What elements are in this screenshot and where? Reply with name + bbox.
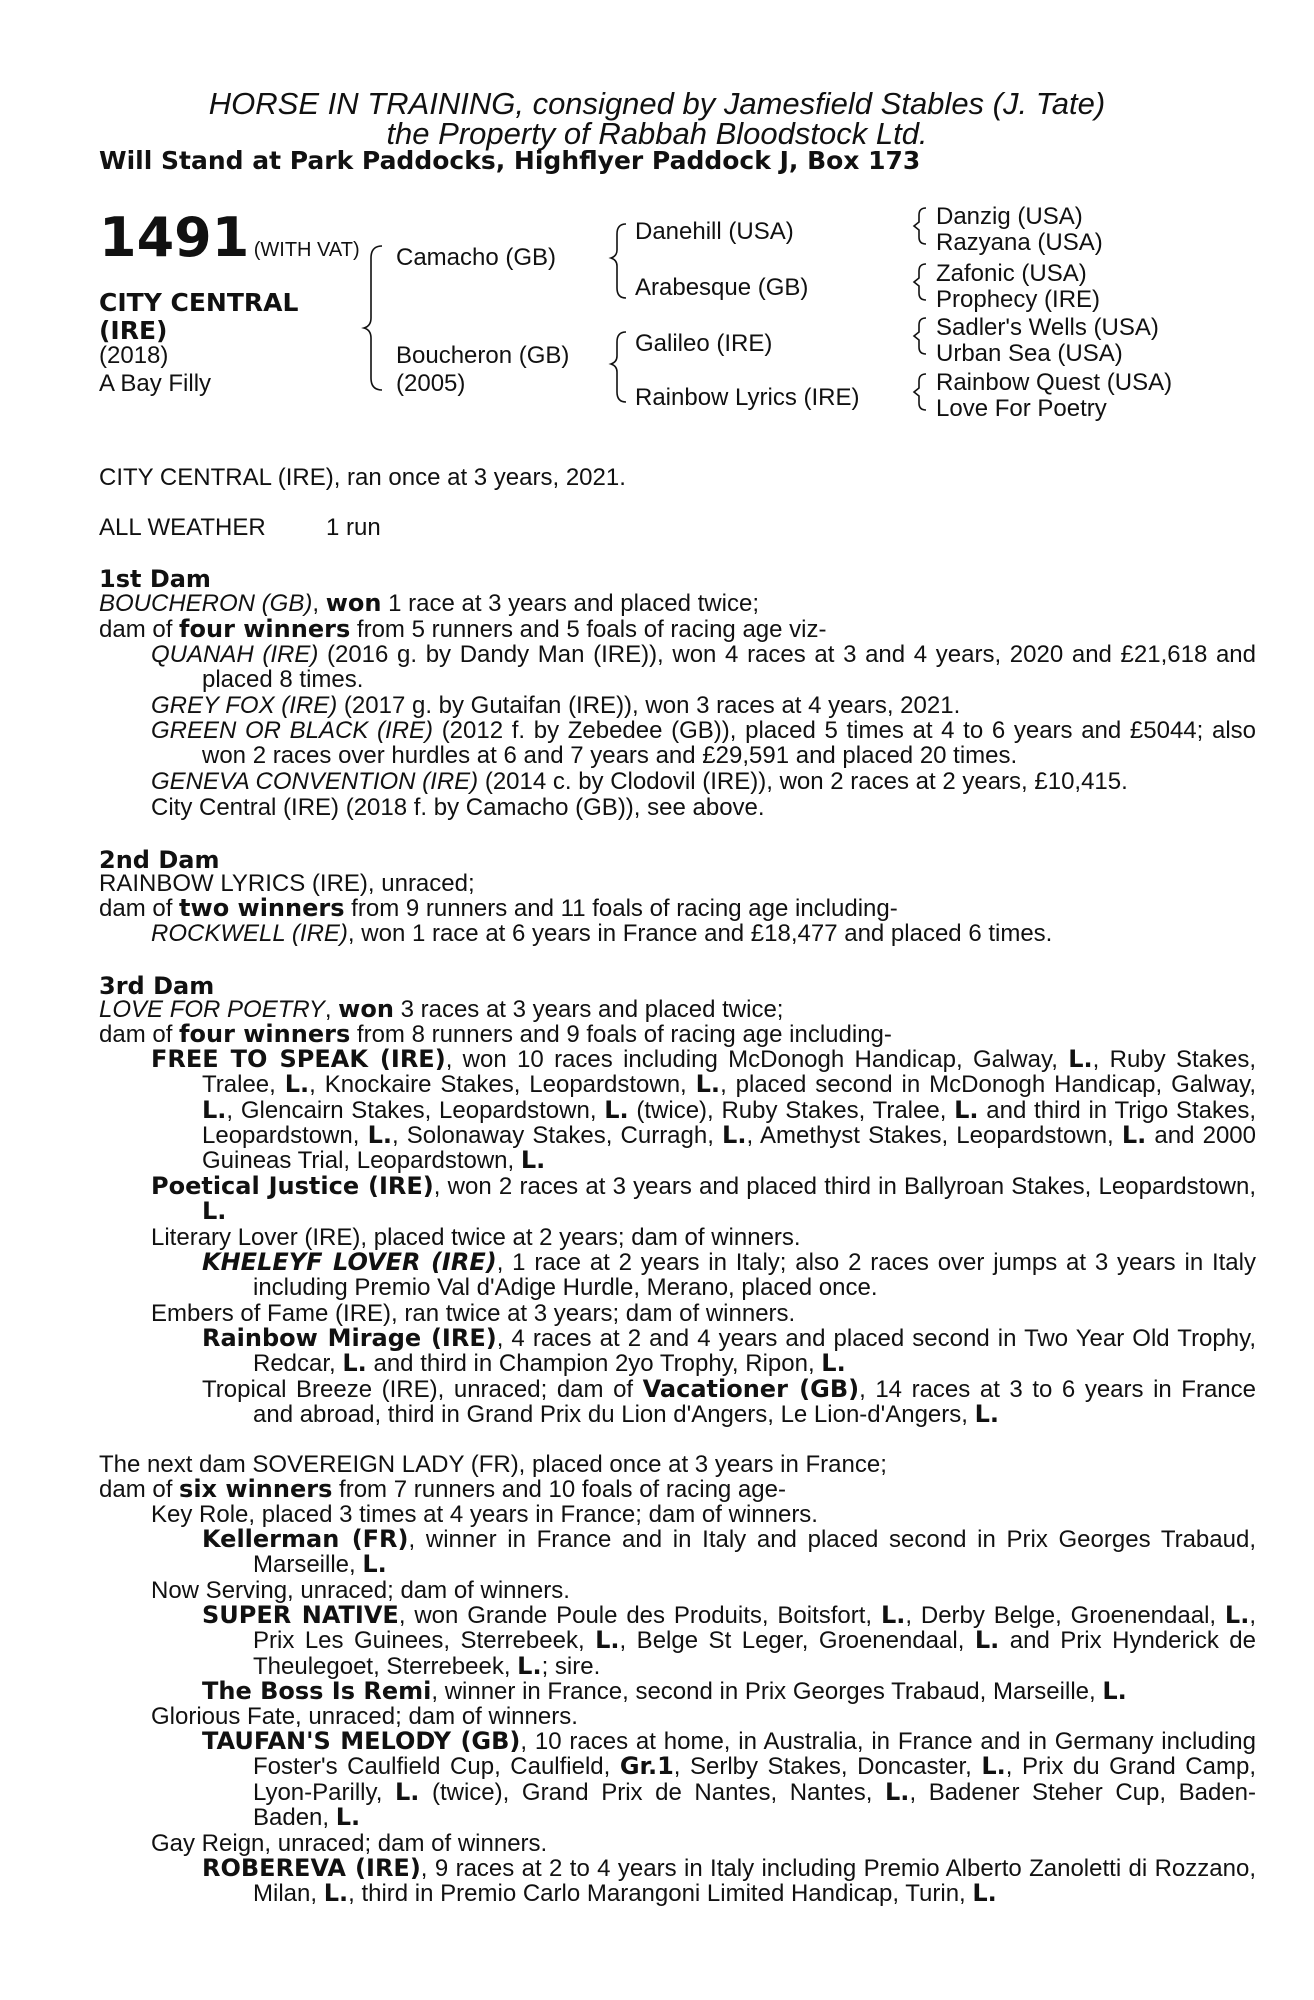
first-dam-heading: 1st Dam <box>99 565 211 593</box>
brace-sire-line <box>611 224 626 298</box>
progeny-super-native: SUPER NATIVE, won Grande Poule des Produits, Boitsfort, L., Derby Belge, Groenendaal, L., Prix Les Guinees, Sterrebeek, L., Belge St Leger, Groenendaal, L. and Prix Hynderick de Theulegoet, Sterrebeek, L.; sire. <box>202 1601 1256 1680</box>
progeny-literary-lover: Literary Lover (IRE), placed twice at 2 years; dam of winners. <box>151 1224 801 1251</box>
progeny-robereva: ROBEREVA (IRE), 9 races at 2 to 4 years in Italy including Premio Alberto Zanoletti di Rozzano, Milan, L., third in Premio Carlo Marangoni Limited Handicap, Turin, L. <box>202 1854 1256 1908</box>
brace-dam-line <box>611 332 626 402</box>
progeny-gay-reign: Gay Reign, unraced; dam of winners. <box>151 1830 548 1857</box>
gen3-2: Razyana (USA) <box>936 229 1103 256</box>
progeny-geneva-convention: GENEVA CONVENTION (IRE) (2014 c. by Clodovil (IRE)), won 2 races at 2 years, £10,415. <box>151 768 1128 795</box>
surface-label: ALL WEATHER <box>99 514 266 541</box>
gen2-sire-dam: Arabesque (GB) <box>635 274 809 301</box>
next-dam-line-2: dam of six winners from 7 runners and 10 foals of racing age- <box>99 1475 786 1503</box>
progeny-glorious-fate: Glorious Fate, unraced; dam of winners. <box>151 1703 578 1730</box>
first-dam-line-1: BOUCHERON (GB), won 1 race at 3 years and placed twice; <box>99 589 759 617</box>
progeny-grey-fox: GREY FOX (IRE) (2017 g. by Gutaifan (IRE)), won 3 races at 4 years, 2021. <box>151 692 961 719</box>
gen3-3: Zafonic (USA) <box>936 260 1087 287</box>
progeny-kellerman: Kellerman (FR), winner in France and in Italy and placed second in Prix Georges Trabaud, Marseille, L. <box>202 1525 1256 1579</box>
progeny-free-to-speak: FREE TO SPEAK (IRE), won 10 races including McDonogh Handicap, Galway, L., Ruby Stakes, Tralee, L., Knockaire Stakes, Leopardstown, L., placed second in McDonogh Handicap, Galway, L., Glencairn Stakes, Leopardstown, L. (twice), Ruby Stakes, Tralee, L. and third in Trigo Stakes, Leopardstown, L., Solonaway Stakes, Curragh, L., Amethyst Stakes, Leopardstown, L. and 2000 Guineas Trial, Leopardstown, L. <box>151 1045 1257 1175</box>
horse-year: (2018) <box>99 342 169 369</box>
next-dam-line-1: The next dam SOVEREIGN LADY (FR), placed once at 3 years in France; <box>99 1451 887 1478</box>
gen3-1: Danzig (USA) <box>936 203 1083 230</box>
progeny-rainbow-mirage: Rainbow Mirage (IRE), 4 races at 2 and 4 years and placed second in Two Year Old Trophy, Redcar, L. and third in Champion 2yo Trophy, Ripon, L. <box>202 1324 1256 1378</box>
gen3-8: Love For Poetry <box>936 395 1107 422</box>
sire-name: Camacho (GB) <box>396 244 557 271</box>
progeny-embers-of-fame: Embers of Fame (IRE), ran twice at 3 years; dam of winners. <box>151 1300 796 1327</box>
progeny-poetical-justice: Poetical Justice (IRE), won 2 races at 3 years and placed third in Ballyroan Stakes, Leopardstown, L. <box>151 1172 1256 1226</box>
progeny-kheleyf-lover: KHELEYF LOVER (IRE), 1 race at 2 years in Italy; also 2 races over jumps at 3 years in Italy including Premio Val d'Adige Hurdle, Merano, placed once. <box>202 1248 1256 1302</box>
gen3-5: Sadler's Wells (USA) <box>936 314 1159 341</box>
dam-year: (2005) <box>396 370 466 397</box>
brace-g3-1 <box>914 208 926 244</box>
racing-summary: CITY CENTRAL (IRE), ran once at 3 years, 2021. <box>99 464 626 491</box>
third-dam-heading: 3rd Dam <box>99 972 215 1000</box>
second-dam-line-2: dam of two winners from 9 runners and 11 foals of racing age including- <box>99 894 898 922</box>
gen2-sire-sire: Danehill (USA) <box>635 218 794 245</box>
header-line-2: the Property of Rabbah Bloodstock Ltd. <box>386 116 928 151</box>
progeny-tropical-breeze: Tropical Breeze (IRE), unraced; dam of Vacationer (GB), 14 races at 3 to 6 years in France and abroad, third in Grand Prix du Lion d'Angers, Le Lion-d'Angers, L. <box>202 1375 1257 1429</box>
gen3-7: Rainbow Quest (USA) <box>936 369 1173 396</box>
third-dam-line-2: dam of four winners from 8 runners and 9 foals of racing age including- <box>99 1020 892 1048</box>
brace-g3-3 <box>914 318 926 354</box>
progeny-taufans-melody: TAUFAN'S MELODY (GB), 10 races at home, in Australia, in France and in Germany including Foster's Caulfield Cup, Caulfield, Gr.1, Serlby Stakes, Doncaster, L., Prix du Grand Camp, Lyon-Parilly, L. (twice), Grand Prix de Nantes, Nantes, L., Badener Steher Cup, Baden-Baden, L. <box>202 1727 1257 1831</box>
brace-g3-2 <box>914 264 926 300</box>
progeny-rockwell: ROCKWELL (IRE), won 1 race at 6 years in France and £18,477 and placed 6 times. <box>151 920 1053 947</box>
gen3-6: Urban Sea (USA) <box>936 340 1123 367</box>
lot-number: 1491 <box>99 206 250 269</box>
gen2-dam-dam: Rainbow Lyrics (IRE) <box>635 384 860 411</box>
progeny-the-boss-is-remi: The Boss Is Remi, winner in France, second in Prix Georges Trabaud, Marseille, L. <box>202 1677 1127 1705</box>
dam-name: Boucheron (GB) <box>396 342 570 369</box>
horse-description: A Bay Filly <box>99 370 212 397</box>
brace-g3-4 <box>914 374 926 410</box>
second-dam-line-1: RAINBOW LYRICS (IRE), unraced; <box>99 870 475 897</box>
third-dam-line-1: LOVE FOR POETRY, won 3 races at 3 years and placed twice; <box>99 995 784 1023</box>
gen2-dam-sire: Galileo (IRE) <box>635 330 773 357</box>
horse-name: CITY CENTRAL <box>99 288 299 317</box>
progeny-now-serving: Now Serving, unraced; dam of winners. <box>151 1577 570 1604</box>
stand-location: Will Stand at Park Paddocks, Highflyer Paddock J, Box 173 <box>99 146 921 175</box>
surface-runs: 1 run <box>326 514 381 541</box>
vat-label: (WITH VAT) <box>253 239 360 261</box>
brace-sire-dam <box>364 246 382 390</box>
first-dam-line-2: dam of four winners from 5 runners and 5 foals of racing age viz- <box>99 615 827 643</box>
second-dam-heading: 2nd Dam <box>99 846 220 874</box>
progeny-quanah: QUANAH (IRE) (2016 g. by Dandy Man (IRE)), won 4 races at 3 and 4 years, 2020 and £21,618 and placed 8 times. <box>151 641 1256 694</box>
horse-name-suffix: (IRE) <box>99 316 168 345</box>
gen3-4: Prophecy (IRE) <box>936 286 1101 313</box>
header-line-1: HORSE IN TRAINING, consigned by Jamesfield Stables (J. Tate) <box>208 86 1106 121</box>
progeny-key-role: Key Role, placed 3 times at 4 years in France; dam of winners. <box>151 1501 818 1528</box>
progeny-green-or-black: GREEN OR BLACK (IRE) (2012 f. by Zebedee (GB)), placed 5 times at 4 to 6 years and £5044; also won 2 races over hurdles at 6 and 7 years and £29,591 and placed 20 times. <box>151 717 1257 770</box>
progeny-city-central: City Central (IRE) (2018 f. by Camacho (GB)), see above. <box>151 794 765 821</box>
